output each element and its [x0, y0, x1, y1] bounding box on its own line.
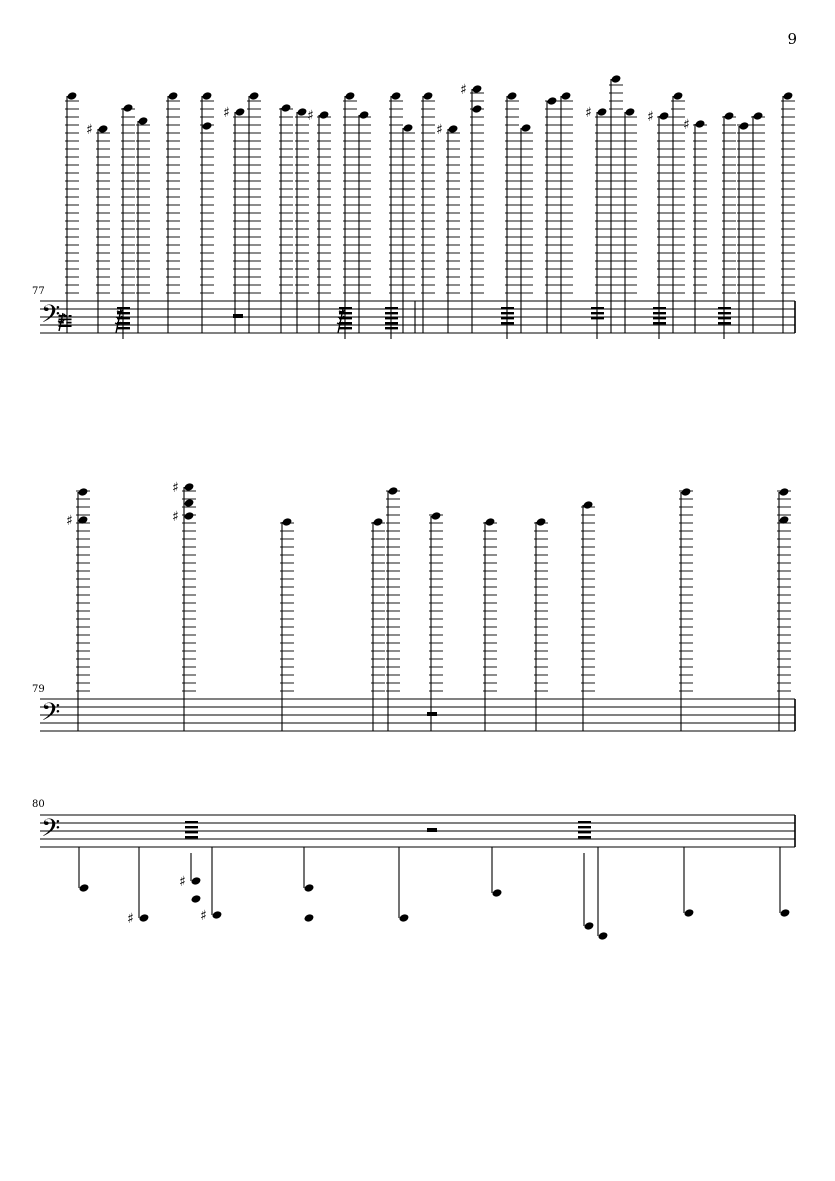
sharp-icon: ♯ — [86, 122, 93, 138]
sharp-icon: ♯ — [436, 122, 443, 138]
beam — [339, 312, 352, 314]
note-head — [123, 103, 134, 113]
beam — [578, 836, 591, 838]
beam — [117, 307, 130, 309]
beam — [339, 322, 352, 324]
sharp-icon: ♯ — [172, 480, 179, 496]
beam — [385, 322, 398, 324]
sixteenth-rest-icon: 𝌿 — [57, 311, 74, 332]
note-head — [191, 876, 202, 886]
note-head — [724, 111, 735, 121]
bass-clef-icon: 𝄢 — [41, 300, 61, 335]
sharp-icon: ♯ — [460, 82, 467, 98]
note-head — [139, 913, 150, 923]
note-head — [98, 124, 109, 134]
beam — [501, 317, 514, 319]
note-head — [202, 121, 213, 131]
sharp-icon: ♯ — [66, 513, 73, 529]
note-head — [202, 91, 213, 101]
bass-clef-icon: 𝄢 — [41, 698, 61, 733]
beam — [339, 327, 352, 329]
sharp-icon: ♯ — [127, 911, 134, 927]
whole-rest-icon — [427, 828, 437, 832]
note-head — [423, 91, 434, 101]
beam — [385, 317, 398, 319]
note-head — [673, 91, 684, 101]
note-head — [304, 883, 315, 893]
note-head — [583, 500, 594, 510]
beam — [185, 821, 198, 823]
beam — [117, 322, 130, 324]
note-head — [191, 894, 202, 904]
note-head — [235, 107, 246, 117]
beam — [501, 322, 514, 324]
note-head — [472, 104, 483, 114]
beam — [653, 312, 666, 314]
beam — [718, 317, 731, 319]
beam — [591, 307, 604, 309]
note-head — [448, 124, 459, 134]
note-head — [249, 91, 260, 101]
sharp-icon: ♯ — [647, 109, 654, 125]
page-number: 9 — [787, 30, 797, 48]
note-head — [297, 107, 308, 117]
note-head — [485, 517, 496, 527]
beam — [501, 312, 514, 314]
note-head — [359, 110, 370, 120]
note-head — [492, 888, 503, 898]
sharp-icon: ♯ — [307, 108, 314, 124]
note-head — [739, 121, 750, 131]
beam — [185, 831, 198, 833]
beam — [339, 317, 352, 319]
note-head — [184, 482, 195, 492]
note-head — [536, 517, 547, 527]
beam — [385, 307, 398, 309]
note-head — [684, 908, 695, 918]
note-head — [681, 487, 692, 497]
sharp-icon: ♯ — [683, 117, 690, 133]
beam — [718, 312, 731, 314]
note-head — [584, 921, 595, 931]
beam — [185, 836, 198, 838]
note-head — [779, 487, 790, 497]
beam — [591, 317, 604, 319]
beam — [653, 322, 666, 324]
bass-clef-icon: 𝄢 — [41, 814, 61, 849]
sharp-icon: ♯ — [200, 908, 207, 924]
note-head — [212, 910, 223, 920]
beam — [653, 317, 666, 319]
note-head — [561, 91, 572, 101]
note-head — [507, 91, 518, 101]
note-head — [695, 119, 706, 129]
note-head — [753, 111, 764, 121]
note-head — [547, 96, 558, 106]
beam — [718, 307, 731, 309]
note-head — [521, 123, 532, 133]
note-head — [391, 91, 402, 101]
beam — [117, 312, 130, 314]
note-head — [304, 913, 315, 923]
measure-number-79: 79 — [32, 684, 45, 695]
beam — [185, 826, 198, 828]
sharp-icon: ♯ — [585, 105, 592, 121]
sharp-icon: ♯ — [179, 874, 186, 890]
beam — [718, 322, 731, 324]
measure-number-77: 77 — [32, 286, 45, 297]
sharp-icon: ♯ — [172, 509, 179, 525]
beam — [591, 312, 604, 314]
note-head — [783, 91, 794, 101]
note-head — [403, 123, 414, 133]
beam — [117, 317, 130, 319]
note-head — [319, 110, 330, 120]
measure-number-80: 80 — [32, 799, 45, 810]
note-head — [282, 517, 293, 527]
beam — [385, 327, 398, 329]
note-head — [598, 931, 609, 941]
note-head — [625, 107, 636, 117]
note-head — [281, 103, 292, 113]
note-head — [388, 486, 399, 496]
whole-rest-icon — [427, 712, 437, 716]
note-head — [345, 91, 356, 101]
note-head — [780, 908, 791, 918]
note-head — [472, 84, 483, 94]
note-head — [399, 913, 410, 923]
note-head — [184, 498, 195, 508]
note-head — [138, 116, 149, 126]
note-head — [67, 91, 78, 101]
note-head — [373, 517, 384, 527]
beam — [339, 307, 352, 309]
beam — [578, 831, 591, 833]
note-head — [184, 511, 195, 521]
note-head — [597, 107, 608, 117]
note-head — [168, 91, 179, 101]
beam — [385, 312, 398, 314]
note-head — [431, 511, 442, 521]
beam — [117, 327, 130, 329]
beam — [501, 307, 514, 309]
note-head — [78, 487, 89, 497]
beam — [578, 821, 591, 823]
note-head — [659, 111, 670, 121]
sharp-icon: ♯ — [223, 105, 230, 121]
note-head — [79, 883, 90, 893]
beam — [653, 307, 666, 309]
beam — [578, 826, 591, 828]
note-head — [611, 74, 622, 84]
